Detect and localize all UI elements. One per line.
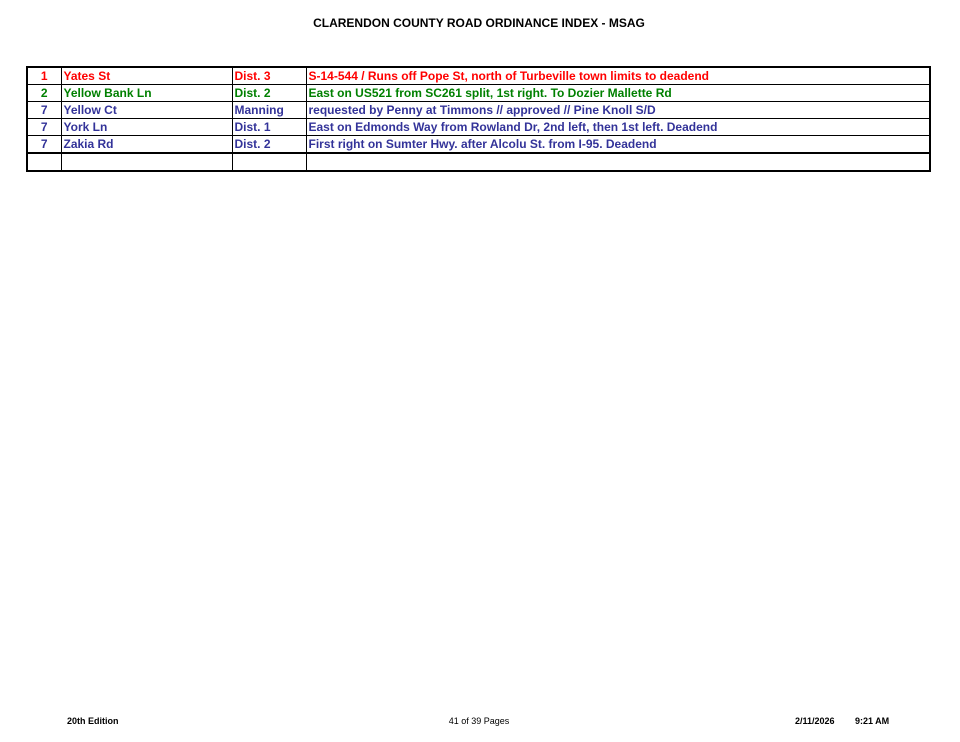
road-name-cell: Yellow Ct [61, 102, 232, 119]
road-index-table [26, 66, 931, 172]
table-row [27, 102, 930, 119]
road-name-cell: Zakia Rd [61, 136, 232, 154]
road-name-cell: York Ln [61, 119, 232, 136]
footer-time: 9:21 AM [855, 716, 890, 726]
area-cell: Dist. 2 [232, 85, 306, 102]
footer-page-count: 41 of 39 Pages [448, 716, 510, 726]
row-number-cell: 2 [27, 85, 61, 102]
empty-cell [306, 153, 930, 171]
empty-table-row [27, 153, 930, 171]
table-row [27, 67, 930, 85]
area-cell: Dist. 1 [232, 119, 306, 136]
row-number-cell: 7 [27, 119, 61, 136]
road-name-cell: Yates St [61, 67, 232, 85]
empty-cell [61, 153, 232, 171]
row-number-cell: 7 [27, 102, 61, 119]
empty-cell [27, 153, 61, 171]
area-cell: Manning [232, 102, 306, 119]
footer-date: 2/11/2026 [795, 716, 835, 726]
table-row [27, 136, 930, 154]
empty-cell [232, 153, 306, 171]
area-cell: Dist. 3 [232, 67, 306, 85]
road-name-cell: Yellow Bank Ln [61, 85, 232, 102]
table-body [27, 67, 930, 171]
page-title: CLARENDON COUNTY ROAD ORDINANCE INDEX - MSAG [313, 16, 645, 30]
description-cell: First right on Sumter Hwy. after Alcolu St. from I-95. Deadend [306, 136, 930, 154]
table-row [27, 119, 930, 136]
row-number-cell: 1 [27, 67, 61, 85]
description-cell: East on Edmonds Way from Rowland Dr, 2nd left, then 1st left. Deadend [306, 119, 930, 136]
description-cell: East on US521 from SC261 split, 1st right. To Dozier Mallette Rd [306, 85, 930, 102]
footer-edition: 20th Edition [67, 716, 119, 726]
description-cell: S-14-544 / Runs off Pope St, north of Turbeville town limits to deadend [306, 67, 930, 85]
row-number-cell: 7 [27, 136, 61, 154]
area-cell: Dist. 2 [232, 136, 306, 154]
description-cell: requested by Penny at Timmons // approved // Pine Knoll S/D [306, 102, 930, 119]
table-row [27, 85, 930, 102]
